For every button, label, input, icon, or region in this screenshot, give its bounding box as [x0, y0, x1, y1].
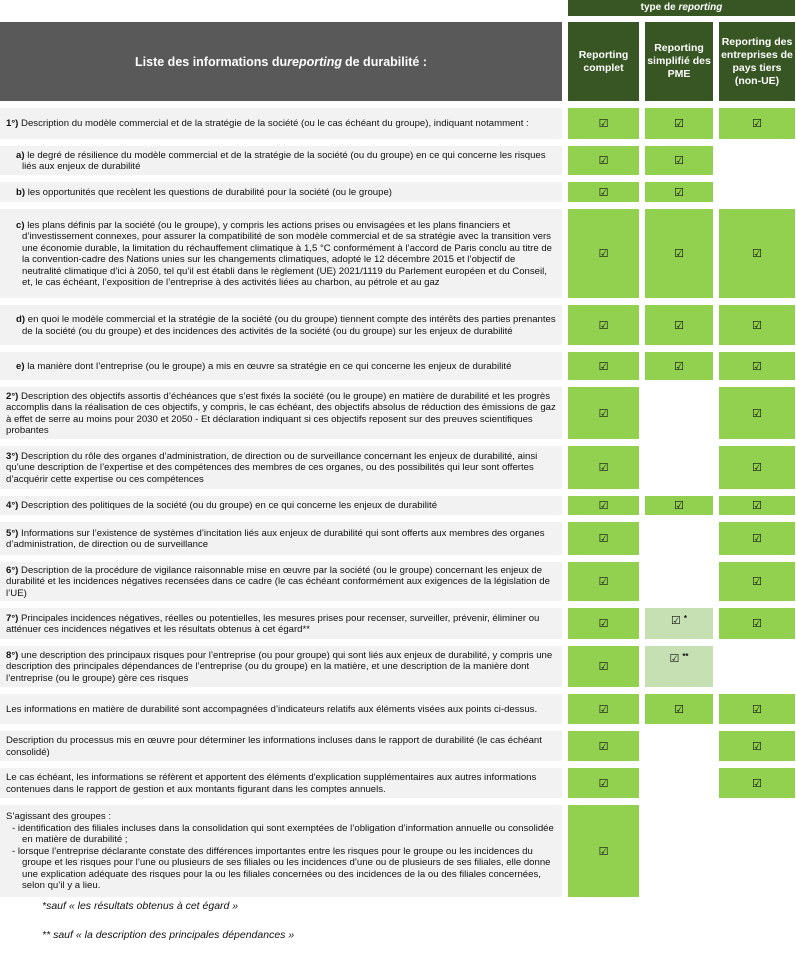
check-cell — [568, 768, 639, 798]
row-text — [16, 314, 556, 337]
check-cell — [568, 446, 639, 489]
row-description: S’agissant des groupes : — [6, 811, 112, 823]
checkbox-checked-icon: ☑ — [674, 118, 684, 130]
check-cell — [645, 608, 713, 639]
table-row-label — [0, 305, 562, 345]
checkbox-checked-icon: ☑ — [674, 155, 684, 167]
reporting-table — [0, 22, 795, 897]
check-cell — [568, 182, 639, 202]
row-prefix: c) — [16, 219, 25, 231]
checkbox-checked-icon: ☑ — [752, 319, 762, 332]
check-cell — [645, 352, 713, 380]
check-cell — [645, 446, 713, 489]
check-cell — [719, 768, 795, 798]
header-text-em: reporting — [678, 2, 723, 13]
row-description: Les informations en matière de durabilité sont accompagnées d’indicateurs relatifs aux éléments visées aux points ci-dessus. — [6, 703, 538, 715]
row-text — [6, 565, 556, 600]
check-cell — [645, 209, 713, 298]
row-text — [6, 811, 556, 823]
header-text: type de — [640, 2, 679, 13]
check-cell — [568, 305, 639, 345]
checkbox-checked-icon: ☑ — [598, 319, 609, 332]
check-cell — [568, 805, 639, 897]
check-cell — [568, 562, 639, 601]
checkbox-checked-icon: ☑ — [674, 360, 684, 373]
checkbox-checked-icon: ☑ — [752, 248, 762, 260]
row-text — [6, 735, 556, 758]
row-prefix: 6°) — [6, 564, 19, 576]
check-cell — [719, 522, 795, 555]
check-cell — [719, 731, 795, 761]
checkbox-checked-icon: ☑ — [598, 777, 609, 790]
checkbox-checked-icon: ☑ — [598, 500, 609, 512]
check-cell — [719, 646, 795, 687]
check-cell — [645, 562, 713, 601]
checkbox-checked-icon: ☑ — [674, 186, 684, 199]
row-text — [6, 391, 556, 437]
row-text — [6, 772, 556, 795]
row-prefix: 4°) — [6, 500, 19, 512]
column-header-complet: Reporting complet — [568, 22, 639, 101]
check-cell — [719, 387, 795, 439]
table-row-label — [0, 646, 562, 687]
checkbox-checked-icon: ☑ — [752, 618, 762, 630]
check-cell — [645, 496, 713, 515]
row-prefix: a) — [16, 149, 25, 161]
check-cell — [645, 694, 713, 724]
checkbox-checked-icon: ☑ — [598, 661, 609, 673]
checkbox-checked-icon: ☑ — [674, 319, 684, 332]
row-prefix: 8°) — [6, 649, 19, 661]
check-cell — [719, 352, 795, 380]
checkbox-checked-icon: ☑ — [598, 703, 609, 716]
check-cell — [645, 305, 713, 345]
row-text — [16, 187, 556, 199]
checkbox-checked-icon: ☑ — [674, 500, 684, 512]
check-cell — [645, 146, 713, 175]
row-description: une description des principaux risques pour l’entreprise (ou pour groupe) qui sont liés aux enjeux de durabilité, y compris une description des principales dépendances de l’entreprise (ou du groupe) en la matière, et une description de la manière dont l’entreprise (ou le groupe) gère ces risques — [6, 649, 553, 684]
checkbox-checked-icon: ☑ — [752, 360, 762, 373]
table-row-label — [0, 446, 562, 489]
row-text — [16, 150, 556, 173]
table-row-label — [0, 108, 562, 139]
checkbox-checked-icon: ☑ — [598, 462, 609, 474]
row-prefix: 7°) — [6, 612, 19, 624]
check-cell — [719, 305, 795, 345]
check-cell — [568, 608, 639, 639]
row-description: les opportunités que recèlent les questions de durabilité pour la société (ou le groupe) — [25, 186, 392, 198]
footnote-marker: * — [683, 614, 687, 623]
check-cell — [568, 209, 639, 298]
table-row-label — [0, 182, 562, 202]
checkbox-checked-icon: ☑ — [752, 533, 762, 545]
checkbox-checked-icon: ☑ — [598, 407, 609, 420]
check-cell — [568, 522, 639, 555]
checkbox-checked-icon: ☑ — [671, 615, 681, 627]
row-text — [6, 613, 556, 636]
check-cell — [719, 608, 795, 639]
footnote-marker: ** — [682, 652, 689, 661]
row-list-item: - identification des filiales incluses dans la consolidation qui sont exemptées de l’obligation d’information annuelle ou consolidée en matière de durabilité ; — [12, 822, 554, 846]
row-description: Description de la procédure de vigilance raisonnable mise en œuvre par la société (ou le groupe) concernant les enjeux de durabilité et les incidences négatives recensées dans ce cadre (le cas échéant conformément aux exigences de la législation de l’UE) — [6, 564, 550, 599]
table-row-label — [0, 146, 562, 175]
check-cell — [645, 805, 713, 897]
title-part: Liste des informations du — [135, 54, 288, 69]
row-text — [6, 118, 556, 130]
check-cell — [719, 209, 795, 298]
table-row-label — [0, 608, 562, 639]
table-row-label — [0, 562, 562, 601]
row-text — [6, 528, 556, 551]
table-row-label — [0, 731, 562, 761]
row-description: Principales incidences négatives, réelles ou potentielles, les mesures prises pour recenser, surveiller, prévenir, éliminer ou atténuer ces incidences négatives et les résultats obtenus à cet égard** — [6, 612, 540, 635]
check-cell — [719, 496, 795, 515]
row-prefix: 1°) — [6, 118, 19, 130]
row-description: Le cas échéant, les informations se réfèrent et apportent des éléments d'explication supplémentaires aux autres informations contenues dans le rapport de gestion et aux montants figurant dans les comptes annuels. — [6, 772, 537, 795]
checkbox-checked-icon: ☑ — [752, 576, 762, 588]
footnote: ** sauf « la description des principales dépendances » — [42, 929, 295, 941]
checkbox-checked-icon: ☑ — [598, 118, 609, 130]
check-cell — [568, 731, 639, 761]
checkbox-checked-icon: ☑ — [752, 703, 762, 716]
check-cell — [719, 805, 795, 897]
title-part: de durabilité : — [345, 54, 427, 69]
row-prefix: b) — [16, 186, 26, 198]
row-prefix: 5°) — [6, 527, 19, 539]
check-cell — [645, 387, 713, 439]
checkbox-checked-icon: ☑ — [669, 653, 680, 665]
check-cell — [645, 108, 713, 139]
title-em: reporting — [287, 54, 342, 69]
check-cell — [568, 146, 639, 175]
row-text — [6, 451, 556, 486]
row-prefix: 3°) — [6, 450, 19, 462]
check-cell — [568, 646, 639, 687]
table-title — [0, 22, 562, 101]
checkbox-checked-icon: ☑ — [598, 618, 609, 630]
table-row-label — [0, 522, 562, 555]
row-description: Description du rôle des organes d’administration, de direction ou de surveillance concernant les enjeux de durabilité, ainsi qu’une description de l’expertise et des compétences des membres de ces organes, ou des possibilités qui leur sont offertes d’acquérir cette expertise ou ces compétences — [6, 450, 538, 485]
check-cell — [568, 694, 639, 724]
row-description: Informations sur l’existence de systèmes d’incitation liés aux enjeux de durabilité qui sont offerts aux membres des organes d’administration, de direction ou de surveillance — [6, 527, 545, 550]
checkbox-checked-icon: ☑ — [752, 777, 762, 790]
table-row-label — [0, 768, 562, 798]
checkbox-checked-icon: ☑ — [598, 845, 609, 858]
checkbox-checked-icon: ☑ — [752, 740, 762, 753]
table-row-label — [0, 209, 562, 298]
checkbox-checked-icon: ☑ — [752, 118, 762, 130]
check-cell — [645, 768, 713, 798]
row-text — [6, 704, 556, 716]
reporting-type-header — [568, 0, 795, 16]
check-cell — [719, 694, 795, 724]
checkbox-checked-icon: ☑ — [674, 248, 684, 260]
row-text — [6, 650, 556, 685]
checkbox-checked-icon: ☑ — [598, 576, 609, 588]
check-cell — [719, 108, 795, 139]
table-row-label — [0, 352, 562, 380]
column-header-pays-tiers: Reporting des entreprises de pays tiers (non-UE) — [719, 22, 795, 101]
checkbox-checked-icon: ☑ — [598, 360, 609, 373]
check-cell — [719, 562, 795, 601]
check-cell — [719, 146, 795, 175]
column-header-pme: Reporting simplifié des PME — [645, 22, 713, 101]
check-cell — [568, 108, 639, 139]
footnotes — [42, 900, 294, 958]
row-text — [16, 361, 556, 373]
checkbox-checked-icon: ☑ — [598, 740, 609, 753]
table-row-label — [0, 496, 562, 515]
check-cell — [568, 496, 639, 515]
row-description: Description du processus mis en œuvre pour déterminer les informations incluses dans le rapport de durabilité (le cas échéant consolidé) — [6, 735, 542, 758]
check-cell — [568, 387, 639, 439]
row-text — [6, 500, 556, 512]
check-cell — [568, 352, 639, 380]
check-cell — [719, 446, 795, 489]
checkbox-checked-icon: ☑ — [598, 186, 609, 199]
check-cell — [645, 731, 713, 761]
checkbox-checked-icon: ☑ — [752, 407, 762, 420]
row-description: les plans définis par la société (ou le groupe), y compris les actions prises ou envisagées et les plans financiers et d’investissement connexes, pour assurer la compatibilité de son modèle commercial et de sa stratégie avec la transition vers une économie durable, la limitation du réchauffement climatique à 1,5 °C conformément à l’accord de Paris conclu au titre de la convention-cadre des Nations unies sur les changements climatiques, adopté le 12 décembre 2015 et l’objectif de neutralité climatique d’ici à 2050, tel qu’il est établi dans le règlement (UE) 2021/1119 du Parlement européen et du Conseil, et, le cas échéant, l’exposition de l’entreprise à des activités liées au charbon, au pétrole et au gaz — [22, 219, 553, 288]
row-text — [16, 220, 556, 289]
table-row-label — [0, 694, 562, 724]
row-description: en quoi le modèle commercial et la stratégie de la société (ou du groupe) tiennent compte des intérêts des parties prenantes de la société (ou du groupe) et des incidences des activités de la société (ou du groupe) sur les enjeux de durabilité — [22, 314, 556, 337]
row-description: le degré de résilience du modèle commercial et de la stratégie de la société (ou du groupe) en ce qui concerne les risques liés aux enjeux de durabilité — [22, 149, 546, 172]
checkbox-checked-icon: ☑ — [598, 155, 609, 167]
checkbox-checked-icon: ☑ — [752, 500, 762, 512]
row-description: la manière dont l’entreprise (ou le groupe) a mis en œuvre sa stratégie en ce qui concerne les enjeux de durabilité — [24, 360, 512, 372]
row-prefix: 2°) — [6, 390, 19, 402]
check-cell — [645, 522, 713, 555]
checkbox-checked-icon: ☑ — [674, 703, 684, 716]
check-cell — [645, 182, 713, 202]
table-row-label — [0, 805, 562, 897]
checkbox-checked-icon: ☑ — [598, 533, 609, 545]
checkbox-checked-icon: ☑ — [598, 248, 609, 260]
row-list-item: - lorsque l’entreprise déclarante constate des différences importantes entre les risques pour le groupe ou les incidences du groupe et les risques pour l’une ou plusieurs de ses filiales ou les incidences d’une ou de plusieurs de ses filiales, elle donne une explication adéquate des risques pour la ou les filiales concernées ou des incidences de la ou des filiales concernées, selon qu’il y a lieu. — [12, 845, 551, 892]
check-cell — [719, 182, 795, 202]
row-prefix: d) — [16, 314, 26, 325]
row-description: Description du modèle commercial et de la stratégie de la société (ou le cas échéant du groupe), indiquant notamment : — [18, 118, 529, 130]
row-prefix: e) — [16, 360, 25, 372]
checkbox-checked-icon: ☑ — [752, 462, 762, 474]
row-description: Description des politiques de la société (ou du groupe) en ce qui concerne les enjeux de durabilité — [18, 500, 438, 512]
check-cell — [645, 646, 713, 687]
row-description: Description des objectifs assortis d’échéances que s’est fixés la société (ou le groupe) en matière de durabilité et les progrès accomplis dans la réalisation de ces objectifs, y compris, le cas échéant, des objectifs absolus de réduction des émissions de gaz à effet de serre au moins pour 2030 et 2050 - Et déclaration indiquant si ces objectifs reposent sur des preuves scientifiques probantes — [6, 390, 556, 436]
table-row-label — [0, 387, 562, 439]
footnote: *sauf « les résultats obtenus à cet égard » — [42, 900, 239, 912]
